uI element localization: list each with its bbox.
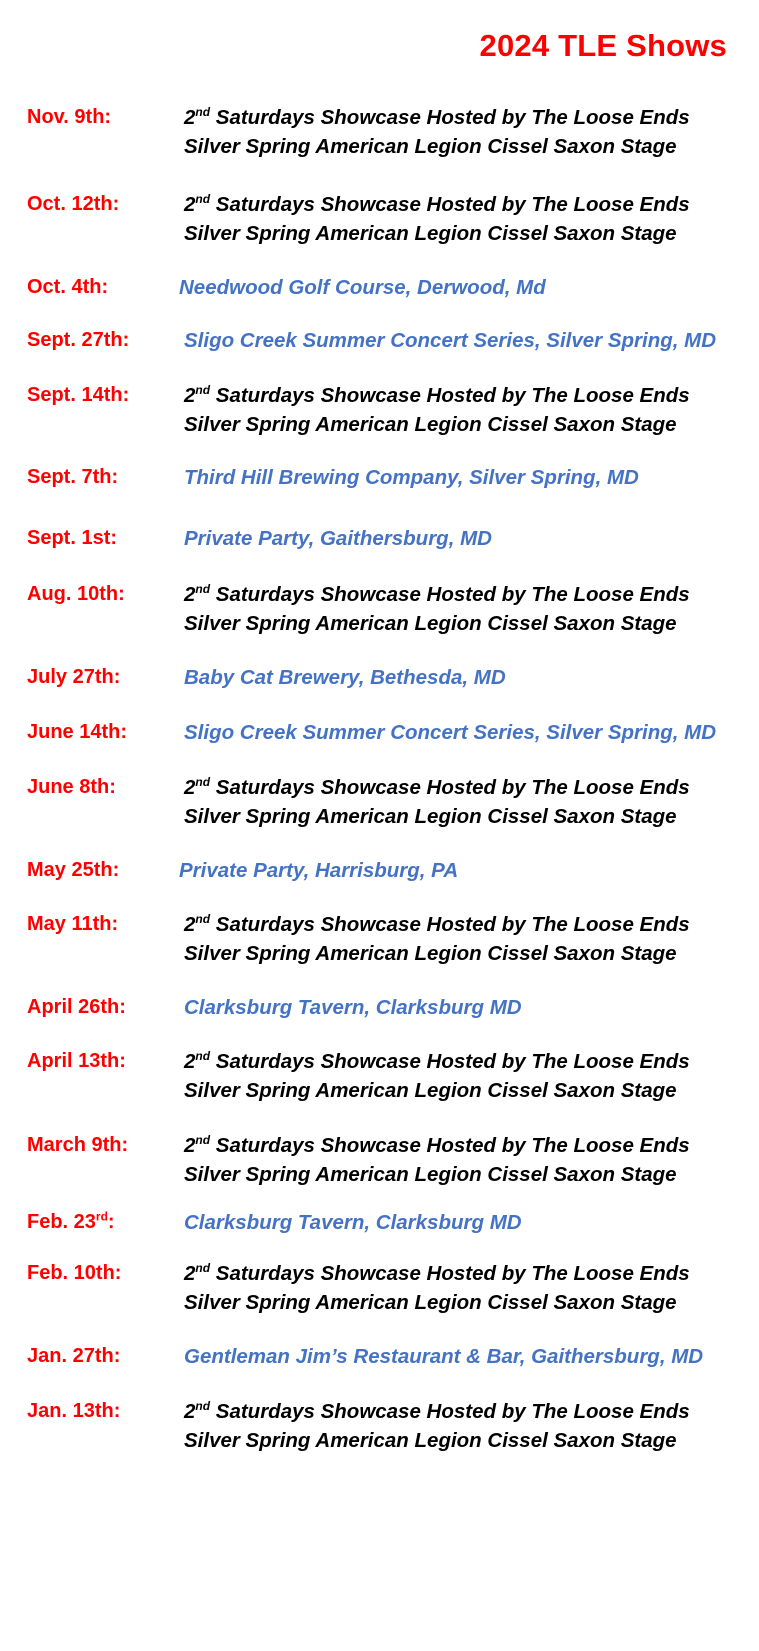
showcase-title-line — [184, 1047, 690, 1076]
show-date-text: March 9th: — [27, 1134, 129, 1156]
showcase-event — [184, 1259, 690, 1317]
show-date-suffix: : — [107, 1211, 115, 1233]
show-date-text: Nov. 9th: — [27, 106, 112, 128]
show-date — [27, 326, 129, 354]
showcase-venue-line: Silver Spring American Legion Cissel Saxon Stage — [184, 1429, 677, 1452]
show-date-text: Feb. 10th: — [27, 1262, 122, 1284]
show-date — [27, 1259, 121, 1287]
showcase-title-text: Saturdays Showcase Hosted by The Loose Ends — [210, 384, 690, 407]
showcase-title-text: Saturdays Showcase Hosted by The Loose Ends — [210, 106, 690, 129]
showcase-title-line — [184, 910, 690, 939]
showcase-venue-line: Silver Spring American Legion Cissel Saxon Stage — [184, 805, 677, 828]
showcase-venue-line: Silver Spring American Legion Cissel Saxon Stage — [184, 222, 677, 245]
page-title: 2024 TLE Shows — [479, 28, 727, 63]
show-date — [27, 103, 111, 131]
showcase-ordinal: 2 — [184, 1134, 196, 1157]
show-date-text: June 8th: — [27, 776, 116, 798]
show-date-text: Sept. 14th: — [27, 384, 130, 406]
showcase-title-line — [184, 1131, 690, 1160]
showcase-event — [184, 910, 690, 968]
showcase-title-text: Saturdays Showcase Hosted by The Loose Ends — [210, 776, 690, 799]
showcase-ordinal: 2 — [184, 776, 196, 799]
showcase-ordinal: 2 — [184, 193, 196, 216]
show-date — [27, 718, 127, 746]
venue-event: Clarksburg Tavern, Clarksburg MD — [184, 996, 522, 1019]
show-date — [27, 856, 119, 884]
venue-event: Third Hill Brewing Company, Silver Spring, MD — [184, 466, 639, 489]
showcase-title-text: Saturdays Showcase Hosted by The Loose Ends — [210, 583, 690, 606]
showcase-event — [184, 1131, 690, 1189]
showcase-event — [184, 773, 690, 831]
venue-event: Sligo Creek Summer Concert Series, Silver Spring, MD — [184, 721, 717, 744]
show-date — [27, 663, 120, 691]
showcase-ordinal: 2 — [184, 384, 196, 407]
show-date — [27, 993, 126, 1021]
showcase-title-line — [184, 1397, 690, 1426]
showcase-title-text: Saturdays Showcase Hosted by The Loose Ends — [210, 1400, 690, 1423]
showcase-event — [184, 381, 690, 439]
showcase-venue-line: Silver Spring American Legion Cissel Saxon Stage — [184, 942, 677, 965]
show-date — [27, 273, 108, 301]
showcase-ordinal: 2 — [184, 1050, 196, 1073]
show-date-text: Jan. 27th: — [27, 1345, 121, 1367]
show-date-text: April 13th: — [27, 1050, 126, 1072]
showcase-ordinal: 2 — [184, 1400, 196, 1423]
show-date-text: June 14th: — [27, 721, 128, 743]
venue-event: Sligo Creek Summer Concert Series, Silver Spring, MD — [184, 329, 717, 352]
show-date — [27, 773, 116, 801]
showcase-title-line — [184, 1259, 690, 1288]
showcase-title-text: Saturdays Showcase Hosted by The Loose Ends — [210, 1050, 690, 1073]
showcase-event — [184, 1047, 690, 1105]
showcase-ordinal-suffix: nd — [195, 1133, 211, 1148]
showcase-event — [184, 190, 690, 248]
showcase-event — [184, 103, 690, 161]
showcase-venue-line: Silver Spring American Legion Cissel Saxon Stage — [184, 612, 677, 635]
show-date — [27, 580, 125, 608]
showcase-title-line — [184, 773, 690, 802]
showcase-title-line — [184, 381, 690, 410]
showcase-venue-line: Silver Spring American Legion Cissel Saxon Stage — [184, 413, 677, 436]
showcase-title-line — [184, 580, 690, 609]
showcase-ordinal-suffix: nd — [195, 383, 211, 398]
showcase-title-line — [184, 103, 690, 132]
showcase-title-line — [184, 190, 690, 219]
showcase-ordinal-suffix: nd — [195, 1049, 211, 1064]
show-date — [27, 190, 119, 218]
showcase-venue-line: Silver Spring American Legion Cissel Saxon Stage — [184, 1291, 677, 1314]
showcase-ordinal: 2 — [184, 106, 196, 129]
venue-event: Private Party, Gaithersburg, MD — [184, 527, 492, 550]
show-date-text: Feb. 23 — [27, 1211, 96, 1233]
show-date-text: Oct. 4th: — [27, 276, 109, 298]
showcase-title-text: Saturdays Showcase Hosted by The Loose Ends — [210, 1262, 690, 1285]
showcase-title-text: Saturdays Showcase Hosted by The Loose Ends — [210, 193, 690, 216]
venue-event: Private Party, Harrisburg, PA — [179, 859, 459, 882]
showcase-ordinal: 2 — [184, 1262, 196, 1285]
showcase-ordinal-suffix: nd — [195, 1261, 211, 1276]
showcase-ordinal-suffix: nd — [195, 775, 211, 790]
show-date — [27, 524, 117, 552]
venue-event: Needwood Golf Course, Derwood, Md — [179, 276, 546, 299]
show-date-text: May 25th: — [27, 859, 120, 881]
show-date-text: May 11th: — [27, 913, 119, 935]
show-date-text: April 26th: — [27, 996, 126, 1018]
show-date-text: July 27th: — [27, 666, 121, 688]
venue-event: Gentleman Jim’s Restaurant & Bar, Gaithersburg, MD — [184, 1345, 704, 1368]
venue-event: Clarksburg Tavern, Clarksburg MD — [184, 1211, 522, 1234]
show-date — [27, 1047, 126, 1075]
show-date-text: Sept. 7th: — [27, 466, 119, 488]
showcase-title-text: Saturdays Showcase Hosted by The Loose Ends — [210, 1134, 690, 1157]
venue-event: Baby Cat Brewery, Bethesda, MD — [184, 666, 506, 689]
show-date-text: Aug. 10th: — [27, 583, 125, 605]
show-date — [27, 463, 118, 491]
show-date — [27, 1131, 128, 1159]
show-date — [27, 1397, 120, 1425]
show-date — [27, 1208, 115, 1236]
show-date — [27, 381, 129, 409]
showcase-venue-line: Silver Spring American Legion Cissel Saxon Stage — [184, 1079, 677, 1102]
show-date-text: Sept. 27th: — [27, 329, 130, 351]
show-date — [27, 1342, 120, 1370]
showcase-ordinal: 2 — [184, 583, 196, 606]
showcase-ordinal-suffix: nd — [195, 582, 211, 597]
showcase-ordinal-suffix: nd — [195, 1399, 211, 1414]
showcase-venue-line: Silver Spring American Legion Cissel Saxon Stage — [184, 1163, 677, 1186]
showcase-event — [184, 580, 690, 638]
showcase-title-text: Saturdays Showcase Hosted by The Loose Ends — [210, 913, 690, 936]
show-date-text: Jan. 13th: — [27, 1400, 121, 1422]
showcase-ordinal: 2 — [184, 913, 196, 936]
showcase-event — [184, 1397, 690, 1455]
showcase-ordinal-suffix: nd — [195, 912, 211, 927]
show-date-text: Sept. 1st: — [27, 527, 118, 549]
showcase-ordinal-suffix: nd — [195, 105, 211, 120]
show-date — [27, 910, 118, 938]
show-date-text: Oct. 12th: — [27, 193, 120, 215]
showcase-venue-line: Silver Spring American Legion Cissel Saxon Stage — [184, 135, 677, 158]
show-date-superscript: rd — [95, 1209, 108, 1224]
showcase-ordinal-suffix: nd — [195, 192, 211, 207]
